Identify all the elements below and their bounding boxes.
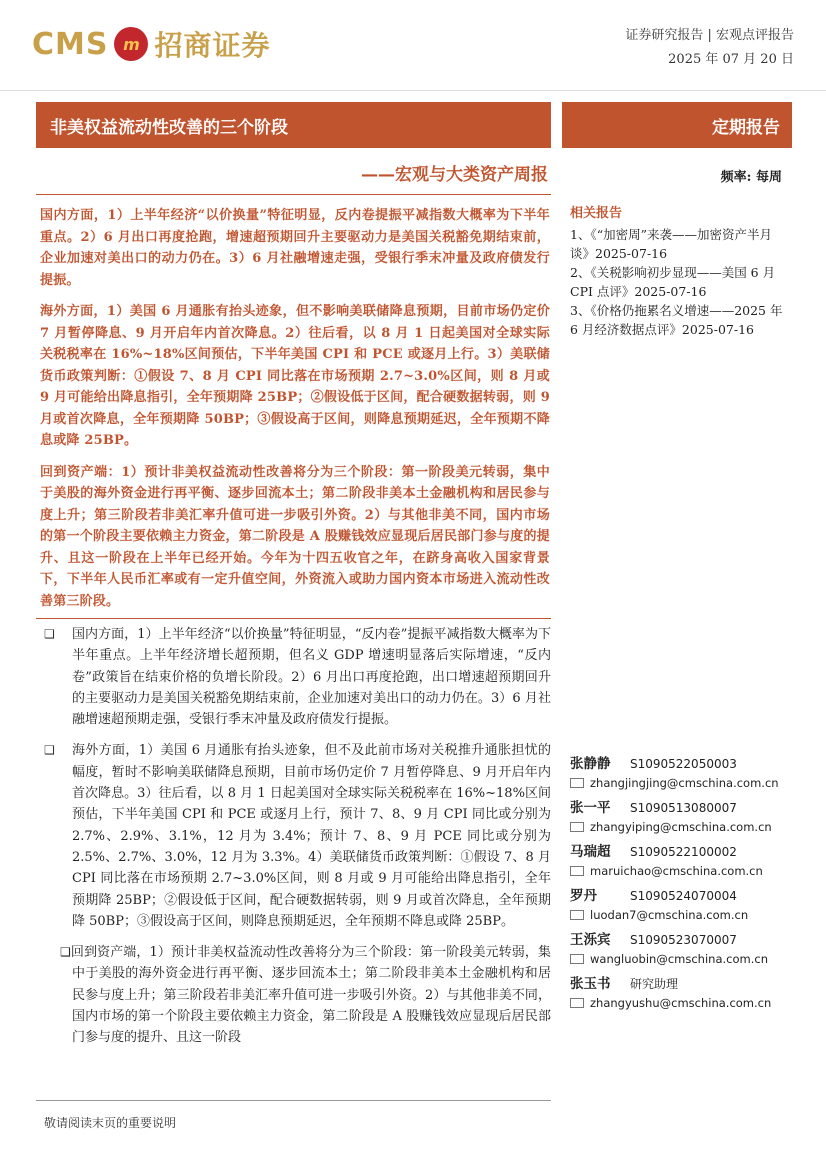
analyst-entry <box>570 840 800 882</box>
analyst-email[interactable]: zhangyushu@cmschina.com.cn <box>590 996 772 1010</box>
related-report-item[interactable]: 3、《价格仍拖累名义增速——2025 年 6 月经济数据点评》2025-07-16 <box>570 303 783 337</box>
analyst-name: 罗丹 <box>570 888 597 904</box>
mail-icon <box>570 822 584 832</box>
analyst-license: S1090523070007 <box>630 933 737 947</box>
square-bullet-icon: ❑ <box>44 627 55 641</box>
body-section <box>44 624 551 1059</box>
related-report-item[interactable]: 2、《关税影响初步显现——美国 6 月 CPI 点评》2025-07-16 <box>570 265 776 299</box>
analyst-name: 王泺宾 <box>570 932 611 948</box>
mail-icon <box>570 778 584 788</box>
report-type-banner <box>562 102 792 148</box>
summary-paragraph: 回到资产端：1）预计非美权益流动性改善将分为三个阶段：第一阶段美元转弱，集中于美股的海外资金进行再平衡、逐步回流本土；第二阶段非美本土金融机构和居民参与度上升；第三阶段若非美汇率升值可进一步吸引外资。2）与其他非美不同，国内市场的第一个阶段主要依赖主力资金，第二阶段是 A 股赚钱效应显现后居民部门参与度的提升、且这一阶段在上半年已经开始。今年为十四五收官之年，在跻身高收入国家背景下，下半年人民币汇率或有一定升值空间，外资流入或助力国内资本市场进入流动性改善第三阶段。 <box>40 464 550 609</box>
body-bullet <box>44 740 551 932</box>
mail-icon <box>570 954 584 964</box>
mail-icon <box>570 998 584 1008</box>
summary-section <box>40 205 550 622</box>
report-date: 2025 年 07 月 20 日 <box>668 52 794 67</box>
footer-divider <box>36 1100 551 1101</box>
logo-cms-text: CMS <box>32 26 109 62</box>
page-header <box>0 0 826 90</box>
related-reports-title: 相关报告 <box>570 206 623 221</box>
analyst-email[interactable]: maruichao@cmschina.com.cn <box>590 864 763 878</box>
analyst-entry <box>570 796 800 838</box>
analyst-entry <box>570 972 800 1014</box>
body-paragraph: 国内方面，1）上半年经济“以价换量”特征明显，“反内卷”提振平减指数大概率为下半年重点。上半年经济增长超预期，但名义 GDP 增速明显落后实际增速，“反内卷”政策旨在结束价格的负增长阶段。2）6 月出口再度抢跑，出口增速超预期回升的主要驱动力是美国关税豁免期结束前，企业加速对美出口的动力仍在。3）6 月社融增速超预期走强，受银行季末冲量及政府债发行提振。 <box>72 627 551 728</box>
analyst-list <box>570 752 800 1016</box>
mail-icon <box>570 910 584 920</box>
report-kind: 证券研究报告 | 宏观点评报告 <box>625 28 794 43</box>
analyst-name: 张静静 <box>570 756 611 772</box>
analyst-license: S1090522050003 <box>630 757 737 771</box>
analyst-name: 张一平 <box>570 800 611 816</box>
page-subtitle: ——宏观与大类资产周报 <box>361 165 548 185</box>
logo-mark-icon: m <box>114 27 148 61</box>
related-report-item[interactable]: 1、《“加密周”来袭——加密资产半月谈》2025-07-16 <box>570 227 772 261</box>
analyst-license: S1090513080007 <box>630 801 737 815</box>
footer-disclaimer: 敬请阅读末页的重要说明 <box>44 1116 177 1130</box>
title-divider <box>36 194 551 195</box>
page-title: 非美权益流动性改善的三个阶段 <box>50 118 288 138</box>
report-frequency: 频率: 每周 <box>720 170 782 185</box>
analyst-email[interactable]: wangluobin@cmschina.com.cn <box>590 952 768 966</box>
analyst-name: 马瑞超 <box>570 844 611 860</box>
report-meta <box>625 24 794 72</box>
summary-paragraph: 海外方面，1）美国 6 月通胀有抬头迹象，但不影响美联储降息预期，目前市场仍定价 7 月暂停降息、9 月开启年内首次降息。2）往后看，以 8 月 1 日起美国对全球实际关税税率在 16%~18%区间预估，下半年美国 CPI 和 PCE 或逐月上行。3）美联储货币政策判断：①假设 7、8 月 CPI 同比落在市场预期 2.7~3.0%区间，则 8 月或 9 月可能给出降息指引，全年预期降 25BP；②假设低于区间，配合硬数据转弱，则 9 月或首次降息，全年预期降 50BP；③假设高于区间，则降息预期延迟，全年预期不降息或降 25BP。 <box>40 304 550 448</box>
square-bullet-icon: ❑ <box>44 743 55 758</box>
header-divider <box>0 90 826 91</box>
body-paragraph: 回到资产端，1）预计非美权益流动性改善将分为三个阶段：第一阶段美元转弱，集中于美股的海外资金进行再平衡、逐步回流本土；第二阶段非美本土金融机构和居民参与度上升；第三阶段若非美汇率升值可进一步吸引外资。2）与其他非美不同，国内市场的第一个阶段主要依赖主力资金，第二阶段是 A 股赚钱效应显现后居民部门参与度的提升、且这一阶段 <box>70 945 551 1046</box>
analyst-license: 研究助理 <box>630 977 679 991</box>
body-paragraph: 海外方面，1）美国 6 月通胀有抬头迹象，但不及此前市场对关税推升通胀担忧的幅度，暂时不影响美联储降息预期，目前市场仍定价 7 月暂停降息、9 月开启年内首次降息。3）往后看，以 8 月 1 日起美国对全球实际关税税率在 16%~18%区间预估，下半年美国 CPI 和 PCE 或逐月上行，预计 7、8、9 月 CPI 同比或分别为 2.7%、2.9%、3.1%，12 月为 3.4%；预计 7、8、9 月 PCE 同比或分别为 2.5%、2.7%、3.0%，12 月为 3.3%。4）美联储货币政策判断：①假设 7、8 月 CPI 同比落在市场预期 2.7~3.0%区间，则 8 月或 9 月可能给出降息指引，全年预期降 25BP；②假设低于区间，配合硬数据转弱，则 9 月或首次降息，全年预期降 50BP；③假设高于区间，则降息预期延迟，全年预期不降息或降 25BP。 <box>72 743 551 929</box>
logo-company-name: 招商证券 <box>154 29 271 62</box>
company-logo <box>32 22 271 66</box>
analyst-email[interactable]: zhangyiping@cmschina.com.cn <box>590 820 772 834</box>
analyst-entry <box>570 928 800 970</box>
analyst-email[interactable]: luodan7@cmschina.com.cn <box>590 908 749 922</box>
square-bullet-icon: ❑ <box>60 945 71 960</box>
body-bullet <box>44 942 551 1048</box>
analyst-entry <box>570 752 800 794</box>
title-banner <box>36 102 551 148</box>
body-paragraph-wrapper <box>44 942 551 1048</box>
analyst-entry <box>570 884 800 926</box>
related-reports <box>570 202 790 339</box>
analyst-license: S1090522100002 <box>630 845 737 859</box>
summary-paragraph: 国内方面，1）上半年经济“以价换量”特征明显，反内卷提振平减指数大概率为下半年重点。2）6 月出口再度抢跑，增速超预期回升主要驱动力是美国关税豁免期结束前，企业加速对美出口的动力仍在。3）6 月社融增速走强，受银行季末冲量及政府债发行提振。 <box>40 208 550 288</box>
analyst-license: S1090524070004 <box>630 889 737 903</box>
analyst-name: 张玉书 <box>570 976 611 992</box>
analyst-email[interactable]: zhangjingjing@cmschina.com.cn <box>590 776 779 790</box>
report-type: 定期报告 <box>712 118 780 138</box>
body-bullet <box>44 624 551 730</box>
mail-icon <box>570 866 584 876</box>
summary-divider <box>36 618 551 619</box>
